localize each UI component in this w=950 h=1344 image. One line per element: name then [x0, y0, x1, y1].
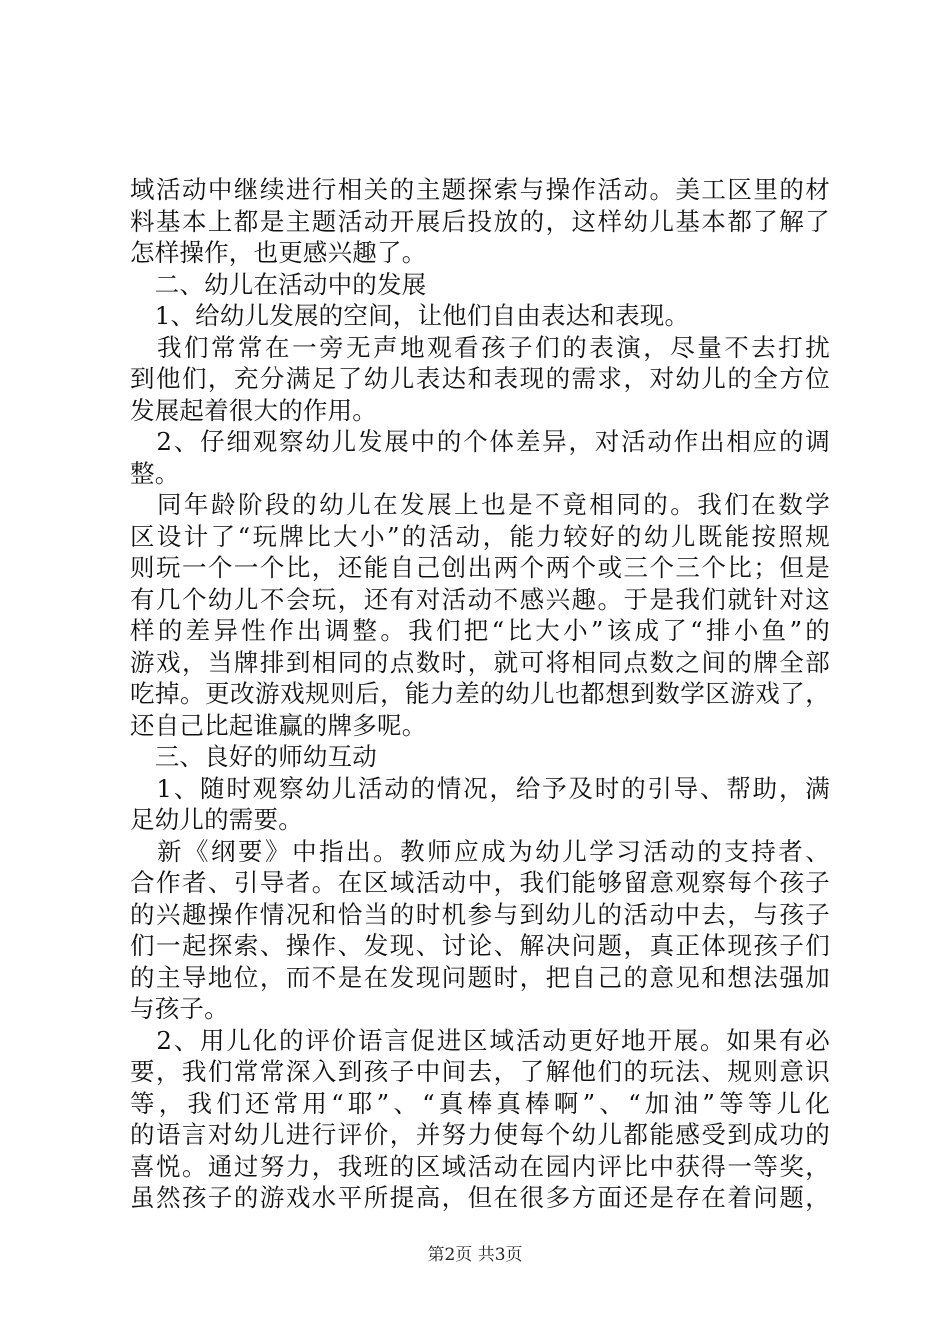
- text-line: 合作者、引导者。在区域活动中，我们能够留意观察每个孩子: [130, 868, 830, 897]
- text-line: 则玩一个一个比，还能自己创出两个两个或三个三个比；但是: [130, 553, 830, 582]
- text-line: 的兴趣操作情况和恰当的时机参与到幼儿的活动中去，与孩子: [130, 899, 830, 929]
- text-line: 们一起探索、操作、发现、讨论、解决问题，真正体现孩子们: [130, 931, 830, 960]
- text-line: 游戏，当牌排到相同的点数时，就可将相同点数之间的牌全部: [130, 647, 830, 677]
- text-line: 整。: [130, 458, 180, 488]
- text-line: 喜悦。通过努力，我班的区域活动在园内评比中获得一等奖，: [130, 1151, 830, 1181]
- text-line: 还自己比起谁赢的牌多呢。: [130, 710, 427, 740]
- text-line: 与孩子。: [130, 994, 229, 1023]
- text-line: 虽然孩子的游戏水平所提高，但在很多方面还是存在着问题，: [130, 1183, 830, 1212]
- text-line: 吃掉。更改游戏规则后，能力差的幼儿也都想到数学区游戏了，: [130, 679, 830, 708]
- subheading: 2、用儿化的评价语言促进区域活动更好地开展。如果有必: [130, 1025, 830, 1055]
- subheading: 1、给幼儿发展的空间，让他们自由表达和表现。: [130, 301, 690, 330]
- subheading: 1、随时观察幼儿活动的情况，给予及时的引导、帮助，满: [130, 773, 830, 803]
- text-line: 足幼儿的需要。: [130, 805, 303, 834]
- section-heading: 三、良好的师幼互动: [130, 742, 377, 771]
- text-line: 同年龄阶段的幼儿在发展上也是不竟相同的。我们在数学: [130, 490, 830, 519]
- page-footer: 第2页 共3页: [427, 1245, 523, 1265]
- text-line: 的语言对幼儿进行评价，并努力使每个幼儿都能感受到成功的: [130, 1120, 830, 1149]
- text-line: 域活动中继续进行相关的主题探索与操作活动。美工区里的材: [130, 175, 830, 204]
- text-line: 要，我们常常深入到孩子中间去，了解他们的玩法、规则意识: [130, 1057, 830, 1086]
- text-line: 发展起着很大的作用。: [130, 395, 377, 425]
- text-line: 样的差异性作出调整。我们把“比大小”该成了“排小鱼”的: [130, 616, 830, 645]
- subheading: 2、仔细观察幼儿发展中的个体差异，对活动作出相应的调: [130, 427, 830, 456]
- text-line: 有几个幼儿不会玩，还有对活动不感兴趣。于是我们就针对这: [130, 584, 830, 614]
- body-text: [130, 174, 830, 1214]
- text-line: 等，我们还常用“耶”、“真棒真棒啊”、“加油”等等儿化: [130, 1088, 830, 1118]
- text-line: 的主导地位，而不是在发现问题时，把自己的意见和想法强加: [130, 962, 830, 992]
- text-line: 怎样操作，也更感兴趣了。: [130, 238, 427, 267]
- text-line: 料基本上都是主题活动开展后投放的，这样幼儿基本都了解了: [130, 206, 830, 236]
- text-line: 到他们，充分满足了幼儿表达和表现的需求，对幼儿的全方位: [130, 364, 830, 393]
- text-line: 新《纲要》中指出。教师应成为幼儿学习活动的支持者、: [130, 836, 830, 866]
- section-heading: 二、幼儿在活动中的发展: [130, 269, 427, 299]
- text-line: 区设计了“玩牌比大小”的活动，能力较好的幼儿既能按照规: [130, 521, 830, 551]
- text-line: 我们常常在一旁无声地观看孩子们的表演，尽量不去打扰: [130, 332, 830, 362]
